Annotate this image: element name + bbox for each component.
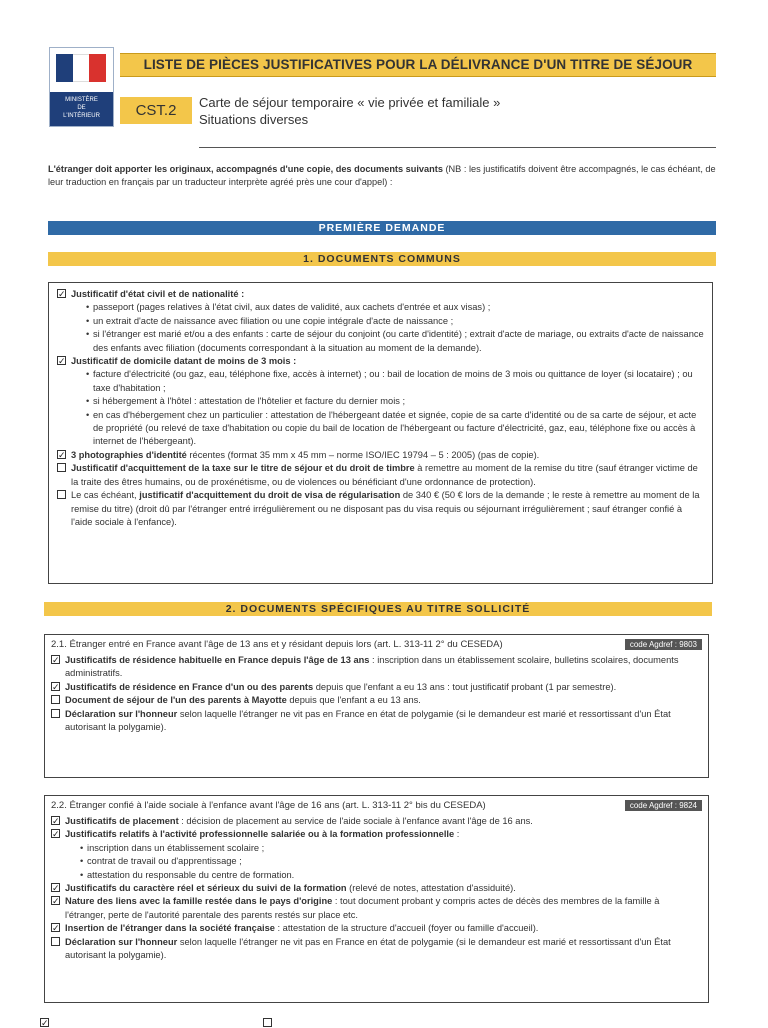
s21-item-2-bold: Justificatifs de résidence en France d'un ou des parents	[65, 681, 314, 692]
s22-item-5-rest: : attestation de la structure d'accueil (foyer ou famille d'accueil).	[274, 923, 539, 934]
document-title: LISTE DE PIÈCES JUSTIFICATIVES POUR LA DÉLIVRANCE D'UN TITRE DE SÉJOUR	[120, 53, 716, 77]
s22-checkbox-4[interactable]: ✓	[52, 896, 60, 907]
s21-item-1-bold: Justificatifs de résidence habituelle en France depuis l'âge de 13 ans	[65, 655, 370, 665]
s22-checkbox-6[interactable]	[51, 937, 60, 946]
section-2-2-code: code Agdref : 9824	[625, 800, 702, 811]
document-code: CST.2	[120, 97, 192, 124]
checkbox-domicile[interactable]: ✓	[58, 356, 66, 367]
intro-paragraph	[48, 163, 718, 189]
s22-item-4-rest: : tout document probant y compris actes de décès des membres de la famille à l'étranger, perte de l'autorité parentale des parents restés sur place etc.	[65, 896, 660, 920]
s21-item-4-bold: Déclaration sur l'honneur	[65, 708, 178, 719]
premiere-demande-bar: PREMIÈRE DEMANDE	[48, 221, 716, 235]
s22-item-5-bold: Insertion de l'étranger dans la société française	[65, 923, 275, 934]
photos-rest: récentes (format 35 mm x 45 mm – norme ISO/IEC 19794 – 5 : 2005) (pas de copie).	[186, 449, 540, 460]
s22-item-5	[51, 922, 702, 935]
visa-pre: Le cas échéant,	[71, 490, 140, 501]
section-2-2-ref: (art. L. 313-11 2° bis du CESEDA)	[339, 800, 486, 811]
s21-checkbox-2[interactable]: ✓	[52, 681, 60, 692]
subtitle-line-1: Carte de séjour temporaire « vie privée et familiale »	[199, 95, 501, 110]
s22-item-3-rest: (relevé de notes, attestation d'assiduité).	[346, 883, 516, 894]
s21-item-2	[51, 681, 702, 694]
s22-item-4	[51, 895, 702, 922]
s22-item-1-rest: : décision de placement au service de l'aide sociale à l'enfance avant l'âge de 16 ans.	[178, 816, 533, 826]
footer-checkbox-2[interactable]	[263, 1018, 272, 1027]
item-taxe	[57, 462, 704, 489]
s22-item-2-rest: :	[454, 829, 460, 840]
etat-civil-item-3: • si l'étranger est marié et/ou a des enfants : carte de séjour du conjoint (ou carte d'identité) ; extrait d'acte de mariage, ou extraits d'acte de naissance des enfants avec filiation (documents correspondant à la situation au moment de la demande).	[71, 328, 704, 355]
section-2-1-code: code Agdref : 9803	[625, 639, 702, 650]
intro-rest: (NB : les justificatifs doivent être accompagnés, le cas échéant, de leur traduction en français par un traducteur interprète agréé près une cour d'appel) :	[48, 164, 716, 187]
s22-item-3-bold: Justificatifs du caractère réel et sérieux du suivi de la formation	[65, 883, 347, 894]
taxe-bold: Justificatif d'acquittement de la taxe sur le titre de séjour et du droit de timbre	[71, 463, 415, 474]
s22-checkbox-3[interactable]: ✓	[52, 883, 60, 894]
s22-item-2-sub-2: • contrat de travail ou d'apprentissage ;	[65, 855, 702, 868]
s21-checkbox-3[interactable]	[51, 695, 60, 704]
etat-civil-item-1: • passeport (pages relatives à l'état civil, aux dates de validité, aux cachets d'entrée et aux visas) ;	[71, 301, 704, 314]
visa-rest: de 340 € (50 € lors de la demande ; le reste à remettre au moment de la remise du titre) (droit dû par l'étranger entré irrégulièrement ou ne disposant pas du visa requis ou séjournant irrégulièrement ; sauf étranger confié à l'aide sociale à l'enfance).	[71, 490, 700, 527]
taxe-rest: à remettre au moment de la remise du titre (sauf étranger victime de la traite des êtres humains, ou de proxénétisme, ou de violences ou bénéficiant d'une ordonnance de protection).	[71, 463, 698, 487]
s22-item-6-rest: selon laquelle l'étranger ne vit pas en France en état de polygamie (si le demandeur est marié et ressortissant d'un État autorisant la polygamie).	[65, 936, 671, 961]
s21-checkbox-1[interactable]: ✓	[52, 655, 60, 665]
section-2-1-ref: (art. L. 313-11 2° du CESEDA)	[371, 639, 503, 650]
s21-checkbox-4[interactable]	[51, 709, 60, 718]
domicile-item-3: • en cas d'hébergement chez un particulier : attestation de l'hébergeant datée et signée, copie de sa carte d'identité ou de sa carte de séjour, et acte de propriété (ou relevé de taxe d'habitation ou copie du bail de location de l'hébergeant ou facture d'électricité, gaz, eau, téléphone fixe ou accès à internet de l'hébergeant).	[71, 409, 704, 449]
s21-item-4-rest: selon laquelle l'étranger ne vit pas en France en état de polygamie (si le demandeur est marié et ressortissant d'un État autorisant la polygamie).	[65, 708, 671, 733]
s21-item-3-bold: Document de séjour de l'un des parents à Mayotte	[65, 695, 287, 706]
s21-item-2-rest: depuis que l'enfant a eu 13 ans : tout justificatif probant (1 par semestre).	[313, 681, 617, 692]
documents-communs-box	[48, 282, 713, 584]
checkbox-etat-civil[interactable]: ✓	[58, 289, 66, 299]
s22-checkbox-1[interactable]: ✓	[52, 816, 60, 826]
section-2-2-title: 2.2. Étranger confié à l'aide sociale à l'enfance avant l'âge de 16 ans	[51, 800, 340, 811]
s21-item-3-rest: depuis que l'enfant a eu 13 ans.	[286, 695, 421, 706]
section-2-1-title: 2.1. Étranger entré en France avant l'âge de 13 ans et y résidant depuis lors	[51, 639, 372, 650]
s21-item-1-rest: : inscription dans un établissement scolaire, bulletins scolaires, documents administratifs.	[65, 655, 679, 679]
s22-item-3	[51, 882, 702, 895]
item-visa	[57, 489, 704, 529]
s22-item-2-sub-1: • inscription dans un établissement scolaire ;	[65, 842, 702, 855]
section-2-1-box	[44, 634, 709, 778]
section-2-1-title-row	[51, 638, 702, 654]
s22-item-2-sub-3: • attestation du responsable du centre de formation.	[65, 869, 702, 882]
checkbox-photos[interactable]: ✓	[58, 449, 66, 460]
ministry-name: MINISTÈRE DE L'INTÉRIEUR	[50, 92, 113, 126]
footer-checkbox-1[interactable]: ✓	[41, 1018, 49, 1028]
s22-item-1-bold: Justificatifs de placement	[65, 816, 179, 826]
s21-item-4	[51, 708, 702, 735]
intro-bold: L'étranger doit apporter les originaux, accompagnés d'une copie, des documents suivants	[48, 164, 443, 174]
photos-bold: 3 photographies d'identité	[71, 449, 187, 460]
checkbox-taxe[interactable]	[57, 463, 66, 472]
s22-item-6	[51, 936, 702, 963]
checkbox-visa[interactable]	[57, 490, 66, 499]
section-2-2-title-row	[51, 799, 702, 815]
ministry-logo	[49, 47, 114, 127]
domicile-item-1: • facture d'électricité (ou gaz, eau, téléphone fixe, accès à internet) ; ou : bail de location de moins de 3 mois ou quittance de loyer (si locataire) ; ou taxe d'habitation ;	[71, 368, 704, 395]
item-etat-civil	[57, 288, 704, 355]
marianne-flag-icon	[56, 54, 106, 82]
s22-checkbox-2[interactable]: ✓	[52, 829, 60, 840]
s22-item-4-bold: Nature des liens avec la famille restée dans le pays d'origine	[65, 896, 333, 907]
item-photos	[57, 449, 704, 462]
item-domicile	[57, 355, 704, 449]
s22-item-2-bold: Justificatifs relatifs à l'activité professionnelle salariée ou à la formation professionnelle	[65, 829, 455, 840]
s22-item-6-bold: Déclaration sur l'honneur	[65, 936, 178, 947]
s22-item-2	[51, 828, 702, 882]
s22-checkbox-5[interactable]: ✓	[52, 923, 60, 934]
visa-bold: justificatif d'acquittement du droit de visa de régularisation	[139, 490, 401, 501]
s22-item-1	[51, 815, 702, 828]
documents-specifiques-bar: 2. DOCUMENTS SPÉCIFIQUES AU TITRE SOLLICITÉ	[44, 602, 712, 616]
subtitle-line-2: Situations diverses	[199, 112, 309, 127]
etat-civil-title: Justificatif d'état civil et de nationalité :	[71, 289, 245, 299]
domicile-item-2: • si hébergement à l'hôtel : attestation de l'hôtelier et facture du dernier mois ;	[71, 395, 704, 408]
documents-communs-bar: 1. DOCUMENTS COMMUNS	[48, 252, 716, 266]
domicile-title: Justificatif de domicile datant de moins de 3 mois :	[71, 356, 297, 367]
s21-item-3	[51, 694, 702, 707]
document-subtitle	[199, 94, 500, 128]
section-2-2-box	[44, 795, 709, 1003]
s21-item-1	[51, 654, 702, 681]
etat-civil-item-2: • un extrait d'acte de naissance avec filiation ou une copie intégrale d'acte de naissance ;	[71, 315, 704, 328]
header-divider	[199, 147, 716, 148]
